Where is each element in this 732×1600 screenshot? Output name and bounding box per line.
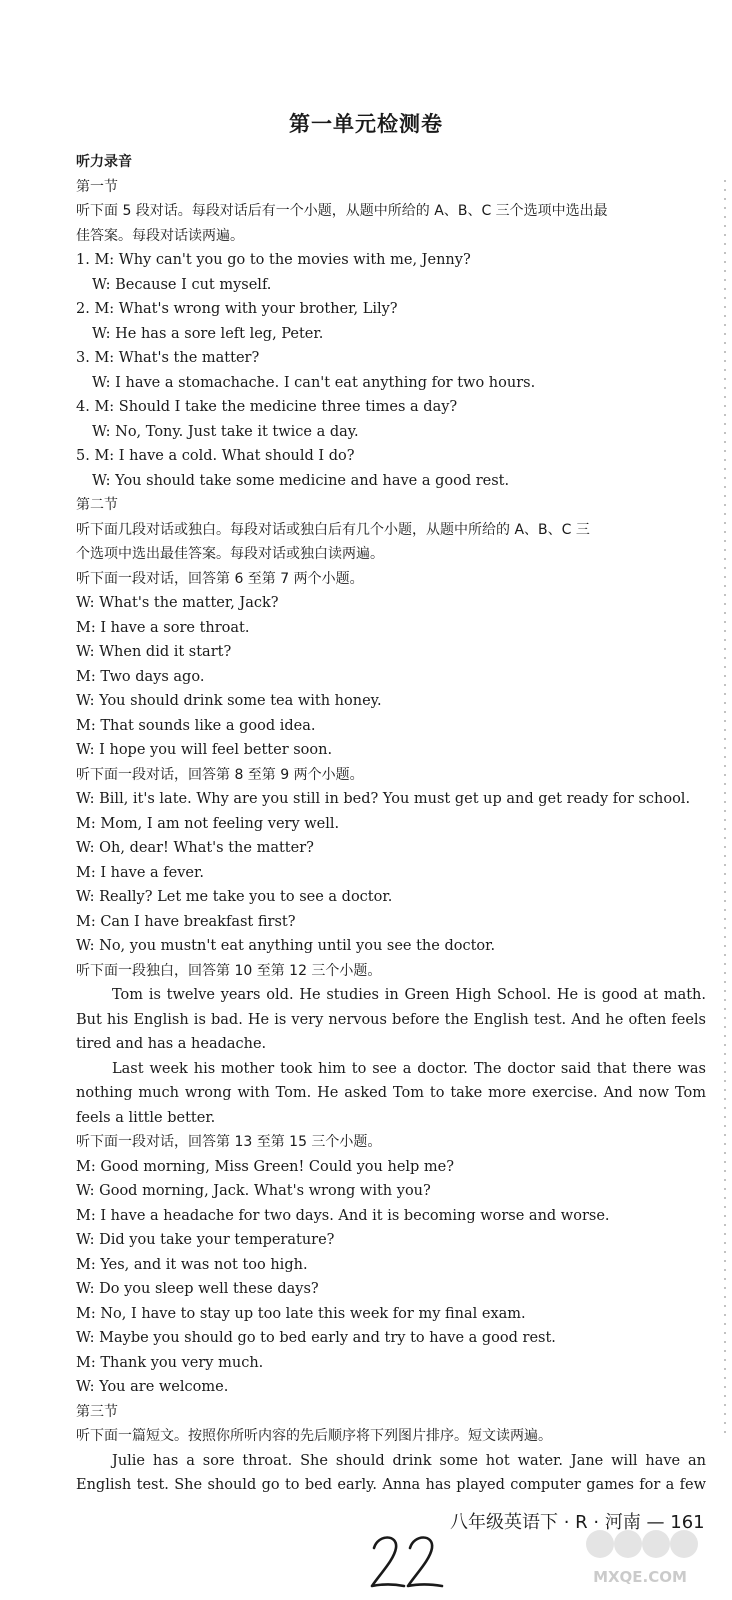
- text-line: W: Really? Let me take you to see a doctor.: [76, 889, 393, 905]
- text-line: M: I have a fever.: [76, 864, 204, 881]
- text-line: W: Do you sleep well these days?: [76, 1281, 319, 1297]
- text-line: W: You should drink some tea with honey.: [76, 693, 382, 709]
- text-line: W: Good morning, Jack. What's wrong with you?: [76, 1183, 431, 1199]
- text-line: feels a little better.: [76, 1109, 216, 1126]
- text-line: Tom is twelve years old. He studies in Green High School. He is good at math.: [112, 987, 706, 1003]
- text-line: M: I have a headache for two days. And it is becoming worse and worse.: [76, 1207, 610, 1224]
- text-line: 1. M: Why can't you go to the movies with me, Jenny?: [76, 252, 471, 268]
- text-line: W: I hope you will feel better soon.: [76, 742, 333, 758]
- text-line: 听下面一段对话，回答第 6 至第 7 两个小题。: [76, 570, 364, 587]
- text-line: 佳答案。每段对话读两遍。: [76, 227, 244, 244]
- text-line: 听下面一段对话，回答第 13 至第 15 三个小题。: [76, 1134, 382, 1150]
- document-body: [76, 150, 706, 1498]
- watermark-text: MXQE.COM: [593, 1568, 687, 1586]
- text-line: W: You should take some medicine and have a good rest.: [92, 472, 510, 489]
- text-line: 3. M: What's the matter?: [76, 350, 260, 366]
- text-line: M: Two days ago.: [76, 668, 205, 685]
- text-line: 听下面一篇短文。按照你所听内容的先后顺序将下列图片排序。短文读两遍。: [76, 1428, 552, 1444]
- text-line: 听下面一段对话，回答第 8 至第 9 两个小题。: [76, 766, 364, 783]
- scan-edge-dots: [722, 180, 728, 1440]
- text-line: W: Bill, it's late. Why are you still in bed? You must get up and get ready for school.: [76, 791, 691, 807]
- text-line: M: Yes, and it was not too high.: [76, 1256, 308, 1273]
- text-line: 第一节: [76, 178, 118, 195]
- text-line: M: I have a sore throat.: [76, 619, 250, 636]
- text-line: nothing much wrong with Tom. He asked Tom to take more exercise. And now Tom: [76, 1085, 706, 1101]
- text-line: M: No, I have to stay up too late this week for my final exam.: [76, 1305, 526, 1322]
- text-line: 听下面 5 段对话。每段对话后有一个小题，从题中所给的 A、B、C 三个选项中选出最: [76, 203, 608, 219]
- text-line: W: No, Tony. Just take it twice a day.: [92, 423, 359, 440]
- text-line: 第二节: [76, 497, 118, 513]
- text-line: W: Did you take your temperature?: [76, 1232, 335, 1248]
- text-line: 4. M: Should I take the medicine three times a day?: [76, 399, 458, 415]
- text-line: W: Because I cut myself.: [92, 276, 272, 293]
- text-line: W: I have a stomachache. I can't eat anything for two hours.: [92, 374, 536, 391]
- text-line: Last week his mother took him to see a doctor. The doctor said that there was: [112, 1060, 706, 1077]
- text-line: M: That sounds like a good idea.: [76, 717, 316, 734]
- handwritten-number-22: [368, 1530, 448, 1594]
- text-line: W: Maybe you should go to bed early and try to have a good rest.: [76, 1330, 556, 1346]
- text-line: M: Mom, I am not feeling very well.: [76, 815, 340, 832]
- text-line: M: Good morning, Miss Green! Could you help me?: [76, 1158, 455, 1175]
- site-watermark: [560, 1522, 720, 1590]
- text-line: M: Thank you very much.: [76, 1354, 264, 1371]
- text-line: W: What's the matter, Jack?: [76, 595, 279, 611]
- text-line: 听下面几段对话或独白。每段对话或独白后有几个小题，从题中所给的 A、B、C 三: [76, 521, 590, 538]
- page-footer: 八年级英语下 · R · 河南 — 161: [450, 1512, 705, 1533]
- text-line: M: Can I have breakfast first?: [76, 913, 296, 930]
- text-line: English test. She should go to bed early. Anna has played computer games for a few: [76, 1477, 706, 1493]
- text-line: W: He has a sore left leg, Peter.: [92, 325, 324, 342]
- text-line: Julie has a sore throat. She should drink some hot water. Jane will have an: [112, 1452, 706, 1469]
- text-line: 5. M: I have a cold. What should I do?: [76, 448, 355, 464]
- text-line: 听下面一段独白，回答第 10 至第 12 三个小题。: [76, 962, 382, 979]
- text-line: 个选项中选出最佳答案。每段对话或独白读两遍。: [76, 546, 384, 562]
- text-line: W: Oh, dear! What's the matter?: [76, 840, 314, 856]
- text-line: But his English is bad. He is very nervous before the English test. And he often feels: [76, 1011, 706, 1028]
- text-line: W: No, you mustn't eat anything until you see the doctor.: [76, 938, 496, 954]
- text-line: 2. M: What's wrong with your brother, Lily?: [76, 301, 398, 317]
- text-line: W: You are welcome.: [76, 1379, 229, 1395]
- text-line: W: When did it start?: [76, 644, 232, 660]
- text-line: 第三节: [76, 1403, 118, 1420]
- page-title: 第一单元检测卷: [289, 112, 443, 136]
- text-line: 听力录音: [76, 154, 132, 170]
- text-line: tired and has a headache.: [76, 1036, 267, 1052]
